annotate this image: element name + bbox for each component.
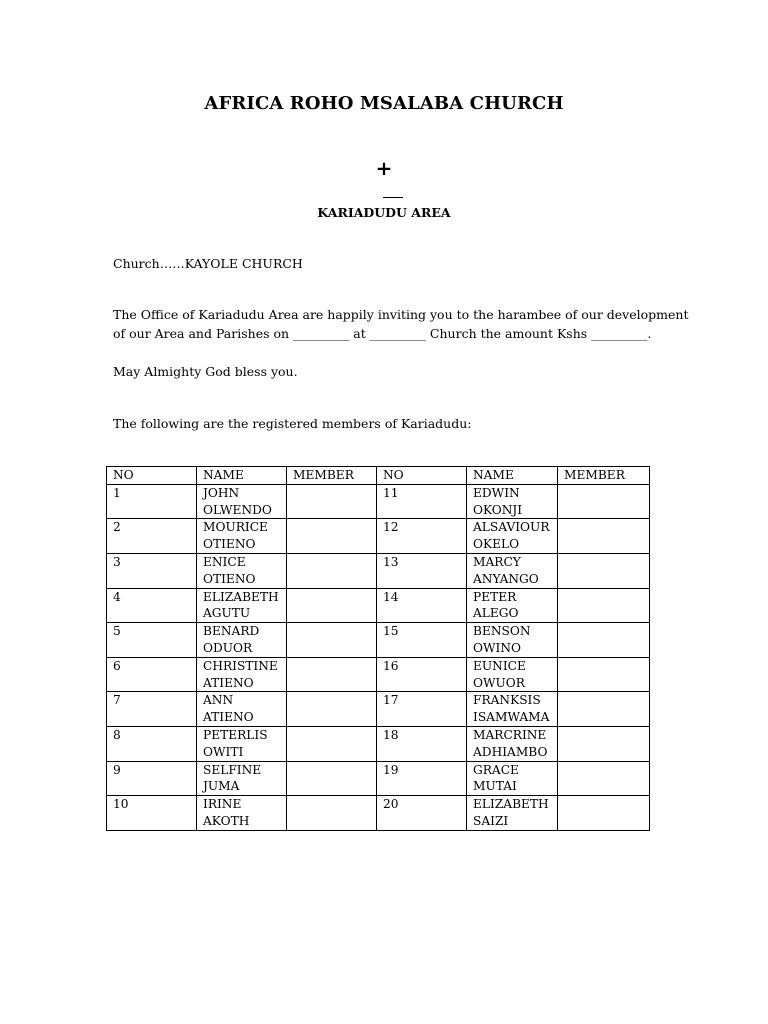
member-right-cell <box>558 623 650 658</box>
no-right-cell: 15 <box>377 623 467 658</box>
table-row <box>107 623 650 658</box>
table-row <box>107 761 650 796</box>
no-right-cell: 14 <box>377 588 467 623</box>
member-left-cell <box>287 726 377 761</box>
member-right-cell <box>558 519 650 554</box>
name-left-cell: PETERLIS OWITI <box>197 726 287 761</box>
name-left-cell: MOURICE OTIENO <box>197 519 287 554</box>
invitation-line-2: of our Area and Parishes on _________ at _________ Church the amount Kshs _________. <box>113 326 652 341</box>
no-left-cell: 10 <box>107 796 197 831</box>
no-right-cell: 17 <box>377 692 467 727</box>
no-left-cell: 7 <box>107 692 197 727</box>
no-left-cell: 9 <box>107 761 197 796</box>
member-left-cell <box>287 484 377 519</box>
member-right-cell <box>558 726 650 761</box>
member-left-cell <box>287 553 377 588</box>
cross-symbol: + <box>375 156 393 180</box>
name-left-cell: CHRISTINE ATIENO <box>197 657 287 692</box>
church-line: Church……KAYOLE CHURCH <box>113 256 303 271</box>
member-left-cell <box>287 796 377 831</box>
header-no-left: NO <box>107 467 197 485</box>
name-right-cell: GRACE MUTAI <box>467 761 558 796</box>
table-header-row <box>107 467 650 485</box>
no-left-cell: 5 <box>107 623 197 658</box>
cross-underline <box>383 197 403 198</box>
member-right-cell <box>558 657 650 692</box>
no-left-cell: 6 <box>107 657 197 692</box>
member-right-cell <box>558 692 650 727</box>
header-member-right: MEMBER <box>558 467 650 485</box>
name-left-cell: BENARD ODUOR <box>197 623 287 658</box>
area-heading: KARIADUDU AREA <box>317 205 451 220</box>
name-right-cell: ELIZABETH SAIZI <box>467 796 558 831</box>
table-row <box>107 692 650 727</box>
member-right-cell <box>558 553 650 588</box>
name-right-cell: FRANKSIS ISAMWAMA <box>467 692 558 727</box>
name-right-cell: MARCRINE ADHIAMBO <box>467 726 558 761</box>
table-row <box>107 519 650 554</box>
name-right-cell: MARCY ANYANGO <box>467 553 558 588</box>
member-left-cell <box>287 588 377 623</box>
no-left-cell: 1 <box>107 484 197 519</box>
member-left-cell <box>287 519 377 554</box>
member-right-cell <box>558 588 650 623</box>
name-left-cell: ENICE OTIENO <box>197 553 287 588</box>
header-name-right: NAME <box>467 467 558 485</box>
table-row <box>107 588 650 623</box>
blessing-line: May Almighty God bless you. <box>113 364 298 379</box>
table-row <box>107 796 650 831</box>
name-left-cell: ANN ATIENO <box>197 692 287 727</box>
header-member-left: MEMBER <box>287 467 377 485</box>
name-left-cell: JOHN OLWENDO <box>197 484 287 519</box>
name-right-cell: PETER ALEGO <box>467 588 558 623</box>
invitation-line-1: The Office of Kariadudu Area are happily inviting you to the harambee of our development <box>113 307 689 322</box>
header-name-left: NAME <box>197 467 287 485</box>
no-right-cell: 12 <box>377 519 467 554</box>
member-left-cell <box>287 657 377 692</box>
table-row <box>107 553 650 588</box>
member-right-cell <box>558 484 650 519</box>
name-right-cell: EUNICE OWUOR <box>467 657 558 692</box>
page-title: AFRICA ROHO MSALABA CHURCH <box>204 93 564 114</box>
table-row <box>107 726 650 761</box>
name-left-cell: IRINE AKOTH <box>197 796 287 831</box>
member-right-cell <box>558 796 650 831</box>
no-right-cell: 16 <box>377 657 467 692</box>
no-right-cell: 18 <box>377 726 467 761</box>
table-row <box>107 484 650 519</box>
no-left-cell: 2 <box>107 519 197 554</box>
member-left-cell <box>287 761 377 796</box>
member-right-cell <box>558 761 650 796</box>
table-row <box>107 657 650 692</box>
no-right-cell: 13 <box>377 553 467 588</box>
no-left-cell: 3 <box>107 553 197 588</box>
name-right-cell: BENSON OWINO <box>467 623 558 658</box>
name-right-cell: ALSAVIOUR OKELO <box>467 519 558 554</box>
no-right-cell: 19 <box>377 761 467 796</box>
name-left-cell: SELFINE JUMA <box>197 761 287 796</box>
header-no-right: NO <box>377 467 467 485</box>
no-right-cell: 11 <box>377 484 467 519</box>
name-right-cell: EDWIN OKONJI <box>467 484 558 519</box>
no-left-cell: 4 <box>107 588 197 623</box>
member-left-cell <box>287 692 377 727</box>
members-intro: The following are the registered members of Kariadudu: <box>113 416 472 431</box>
member-left-cell <box>287 623 377 658</box>
no-left-cell: 8 <box>107 726 197 761</box>
name-left-cell: ELIZABETH AGUTU <box>197 588 287 623</box>
no-right-cell: 20 <box>377 796 467 831</box>
members-table <box>106 466 650 831</box>
